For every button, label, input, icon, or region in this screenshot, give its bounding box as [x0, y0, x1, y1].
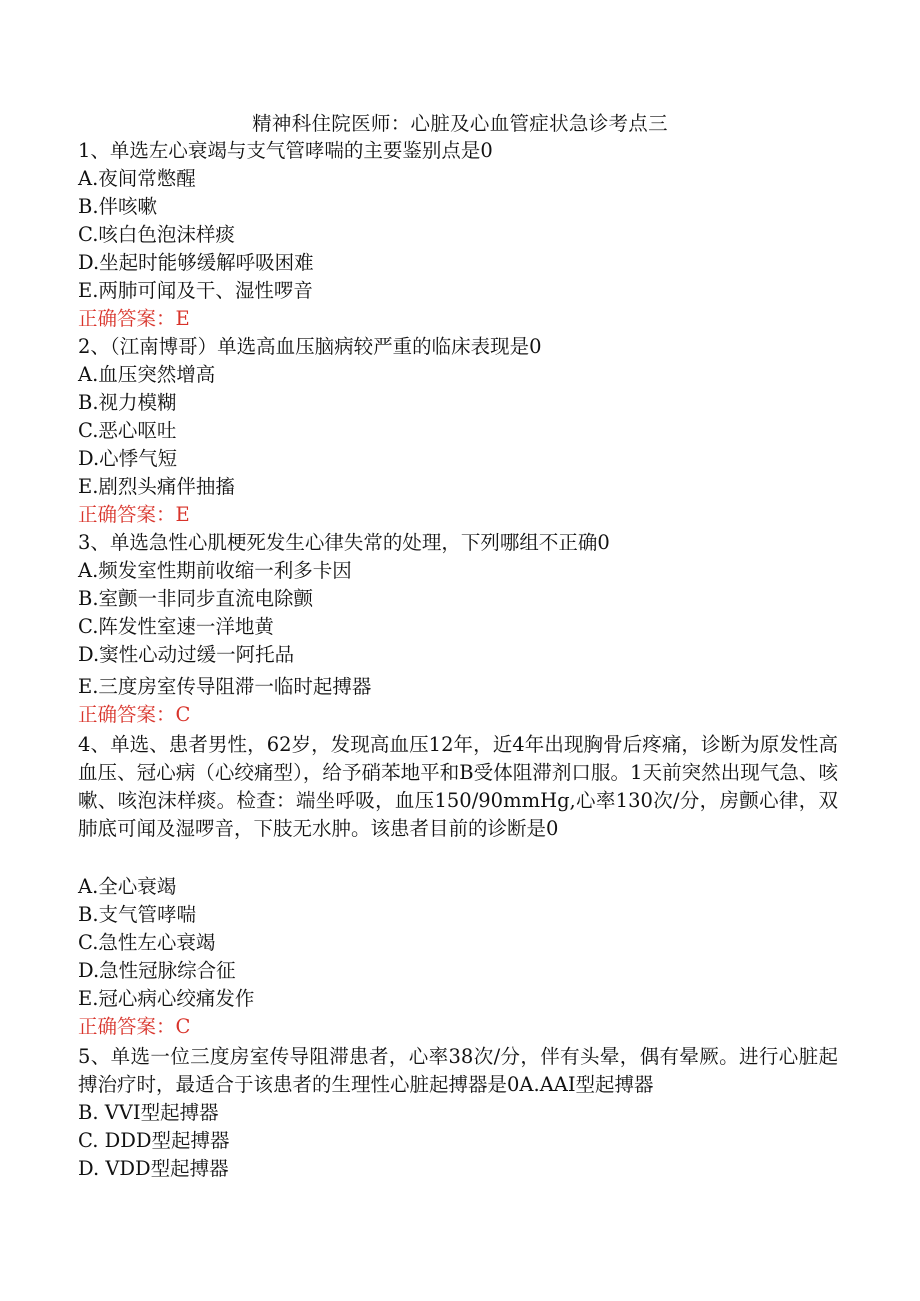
q3-option-e: E.三度房室传导阻滞一临时起搏器	[78, 675, 372, 698]
page-title: 精神科住院医师：心脏及心血管症状急诊考点三	[252, 112, 668, 135]
q1-option-a: A.夜间常憋醒	[78, 167, 196, 190]
question-3-stem: 3、单选急性心肌梗死发生心律失常的处理，下列哪组不正确0	[78, 531, 610, 554]
q4-option-a: A.全心衰竭	[78, 875, 177, 898]
q1-answer: 正确答案：E	[78, 307, 190, 330]
q5-option-c: C. DDD型起搏器	[78, 1129, 230, 1152]
q1-option-c: C.咳白色泡沫样痰	[78, 223, 235, 246]
q4-option-e: E.冠心病心绞痛发作	[78, 987, 255, 1010]
q3-option-a: A.频发室性期前收缩一利多卡因	[78, 559, 352, 582]
q1-option-b: B.伴咳嗽	[78, 195, 158, 218]
question-1-stem: 1、单选左心衰竭与支气管哮喘的主要鉴别点是0	[78, 139, 493, 162]
q4-answer: 正确答案：C	[78, 1015, 191, 1038]
q3-option-d: D.窦性心动过缓一阿托品	[78, 643, 295, 666]
q5-option-b: B. VVI型起搏器	[78, 1101, 219, 1124]
q2-option-a: A.血压突然增高	[78, 363, 216, 386]
question-5-stem: 5、单选一位三度房室传导阻滞患者，心率38次/分，伴有头晕，偶有晕厥。进行心脏起搏治疗时，最适合于该患者的生理性心脏起搏器是0A.AAI型起搏器	[78, 1045, 838, 1096]
q3-answer: 正确答案：C	[78, 703, 191, 726]
q2-answer: 正确答案：E	[78, 503, 190, 526]
question-2-stem: 2、（江南博哥）单选高血压脑病较严重的临床表现是0	[78, 335, 542, 358]
q1-option-e: E.两肺可闻及干、湿性啰音	[78, 279, 313, 302]
q3-option-c: C.阵发性室速一洋地黄	[78, 615, 274, 638]
q1-option-d: D.坐起时能够缓解呼吸困难	[78, 251, 314, 274]
q4-option-c: C.急性左心衰竭	[78, 931, 216, 954]
q4-option-b: B.支气管哮喘	[78, 903, 197, 926]
q5-option-d: D. VDD型起搏器	[78, 1157, 229, 1180]
question-4-stem: 4、单选、患者男性，62岁，发现高血压12年，近4年出现胸骨后疼痛，诊断为原发性高血压、冠心病（心绞痛型），给予硝苯地平和B受体阻滞剂口服。1天前突然出现气急、咳嗽、咳泡沫样痰。检查：端坐呼吸，血压150/90mmHg,心率130次/分，房颤心律，双肺底可闻及湿啰音，下肢无水肿。该患者目前的诊断是0	[78, 733, 838, 840]
q2-option-c: C.恶心呕吐	[78, 419, 177, 442]
q4-option-d: D.急性冠脉综合征	[78, 959, 236, 982]
q2-option-e: E.剧烈头痛伴抽搐	[78, 475, 235, 498]
q2-option-b: B.视力模糊	[78, 391, 177, 414]
q2-option-d: D.心悸气短	[78, 447, 178, 470]
q3-option-b: B.室颤一非同步直流电除颤	[78, 587, 314, 610]
